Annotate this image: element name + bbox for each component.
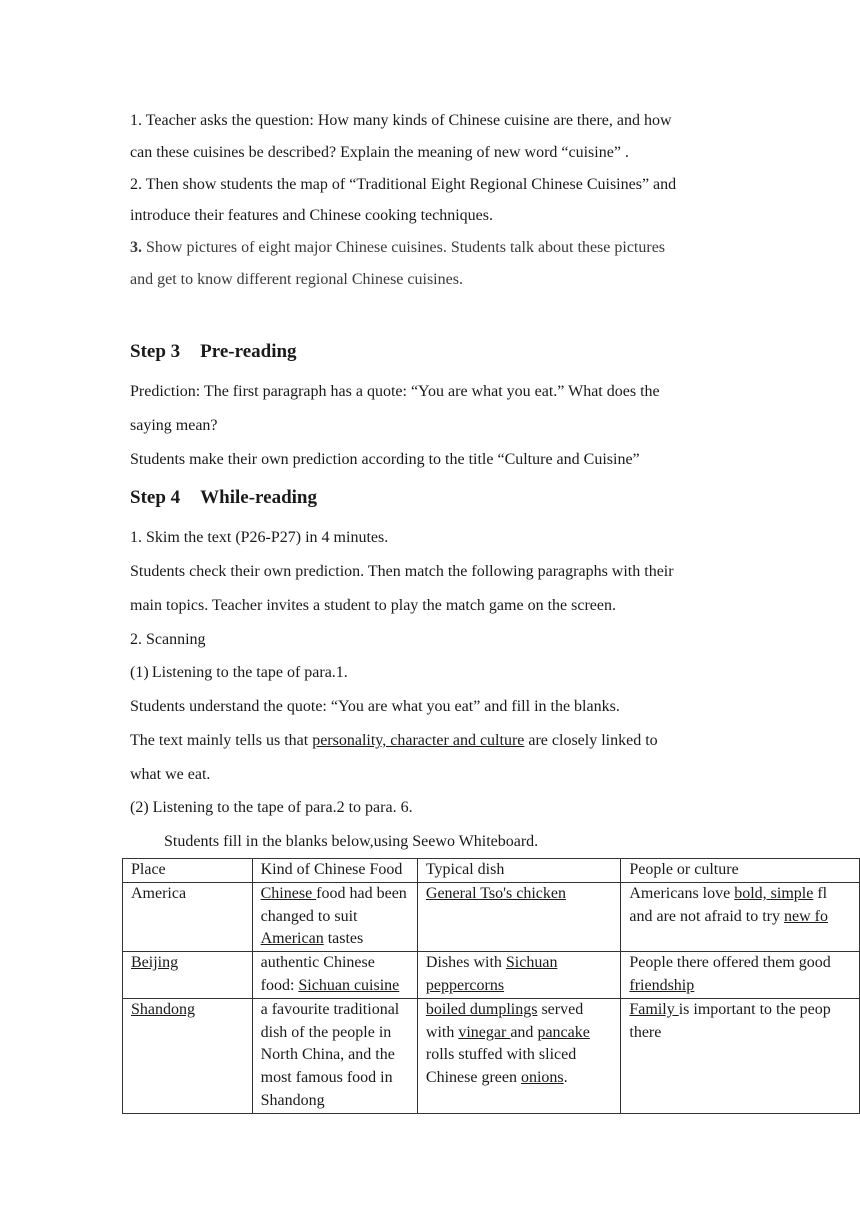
blank-answer: bold, simple: [734, 884, 814, 902]
table-row: [123, 998, 860, 1113]
blank-answer: Beijing: [131, 954, 179, 972]
food-cell: [252, 882, 417, 951]
cell-text: People there offered them good: [629, 954, 831, 972]
header-cell: People or culture: [621, 859, 860, 883]
cell-text: Dishes with: [425, 954, 506, 972]
step3-title: Pre-reading: [200, 341, 297, 362]
intro-line-5: [130, 238, 665, 258]
step3-line-1: Prediction: The first paragraph has a quote: “You are what you eat.” What does the: [130, 383, 660, 400]
place-cell: [123, 952, 253, 999]
step3-heading: [130, 341, 297, 363]
blank-answer: American: [260, 930, 324, 948]
intro-line-2: can these cuisines be described? Explain the meaning of new word “cuisine” .: [130, 144, 629, 161]
blank-answer: General Tso's chicken: [425, 884, 566, 902]
step4-line-6: Students understand the quote: “You are what you eat” and fill in the blanks.: [130, 698, 620, 715]
step4-line-1: 1. Skim the text (P26-P27) in 4 minutes.: [130, 529, 389, 546]
cell-text: .: [563, 1069, 568, 1087]
header-cell: Typical dish: [417, 859, 620, 883]
people-cell: [621, 952, 860, 999]
step4-line-9: (2) Listening to the tape of para.2 to para. 6.: [130, 799, 413, 816]
people-cell: [621, 882, 860, 951]
blank-answer: Sichuan peppercorns: [425, 954, 558, 994]
blank-answer: new fo: [783, 907, 828, 925]
step4-heading: [130, 487, 317, 509]
blank-answer: vinegar: [458, 1023, 511, 1041]
food-cell: [252, 952, 417, 999]
dish-cell: [417, 998, 620, 1113]
cell-text: tastes: [323, 930, 364, 948]
cell-text: food had been changed to suit: [260, 884, 407, 925]
step4-line-10: Students fill in the blanks below,using Seewo Whiteboard.: [164, 833, 539, 850]
table-row: [123, 882, 860, 951]
step3-line-3: Students make their own prediction according to the title “Culture and Cuisine”: [130, 451, 640, 468]
blank-answer: Shandong: [131, 1000, 195, 1018]
header-cell: Kind of Chinese Food: [252, 859, 417, 883]
fill-in-table: [122, 858, 860, 1114]
people-cell: [621, 998, 860, 1113]
dish-cell: [417, 882, 620, 951]
blank-answer: pancake: [537, 1023, 590, 1041]
intro-line-5-text: Show pictures of eight major Chinese cuisines. Students talk about these pictures: [142, 239, 666, 256]
step4-line-8: what we eat.: [130, 766, 211, 783]
step4-line-7: [130, 731, 658, 751]
cell-text: rolls stuffed with sliced Chinese green: [425, 1046, 577, 1087]
cell-text: is important to the peop: [678, 1000, 831, 1018]
step3-label: Step 3: [130, 341, 181, 362]
step3-line-2: saying mean?: [130, 417, 218, 434]
place-cell: America: [123, 882, 253, 951]
food-cell: a favourite traditional dish of the people in North China, and the most famous food in Shandong: [252, 998, 417, 1113]
item-number: 3.: [130, 239, 142, 256]
table-row: [123, 952, 860, 999]
cell-text: served with: [425, 1000, 584, 1041]
line-7-start: The text mainly tells us that: [130, 732, 313, 749]
blank-answer: friendship: [629, 976, 695, 994]
cell-text: and: [510, 1023, 538, 1041]
cell-text: authentic Chinese food:: [260, 954, 375, 994]
intro-line-4: introduce their features and Chinese cooking techniques.: [130, 207, 493, 224]
cell-text: and are not afraid to try: [629, 907, 784, 925]
step4-line-5: (1) Listening to the tape of para.1.: [130, 664, 348, 681]
intro-line-3: 2. Then show students the map of “Traditional Eight Regional Chinese Cuisines” and: [130, 176, 677, 193]
step4-title: While-reading: [200, 487, 317, 508]
step4-line-3: main topics. Teacher invites a student to play the match game on the screen.: [130, 597, 616, 614]
line-7-end: are closely linked to: [524, 732, 658, 749]
cell-text: Americans love: [629, 884, 735, 902]
blank-answer: Family: [629, 1000, 679, 1018]
cell-text: there: [629, 1023, 662, 1041]
step4-line-4: 2. Scanning: [130, 631, 206, 648]
step4-label: Step 4: [130, 487, 181, 508]
intro-line-1: 1. Teacher asks the question: How many kinds of Chinese cuisine are there, and how: [130, 112, 672, 129]
intro-line-6: and get to know different regional Chinese cuisines.: [130, 271, 463, 288]
step4-line-2: Students check their own prediction. Then match the following paragraphs with their: [130, 563, 674, 580]
dish-cell: [417, 952, 620, 999]
blank-answer: Sichuan cuisine: [298, 976, 400, 994]
blank-answer: personality, character and culture: [312, 732, 525, 749]
cell-text: fl: [813, 884, 828, 902]
blank-answer: Chinese: [260, 884, 317, 902]
header-cell: Place: [123, 859, 253, 883]
table-header-row: [123, 859, 860, 883]
blank-answer: onions: [520, 1069, 564, 1087]
blank-answer: boiled dumplings: [425, 1000, 538, 1018]
place-cell: [123, 998, 253, 1113]
